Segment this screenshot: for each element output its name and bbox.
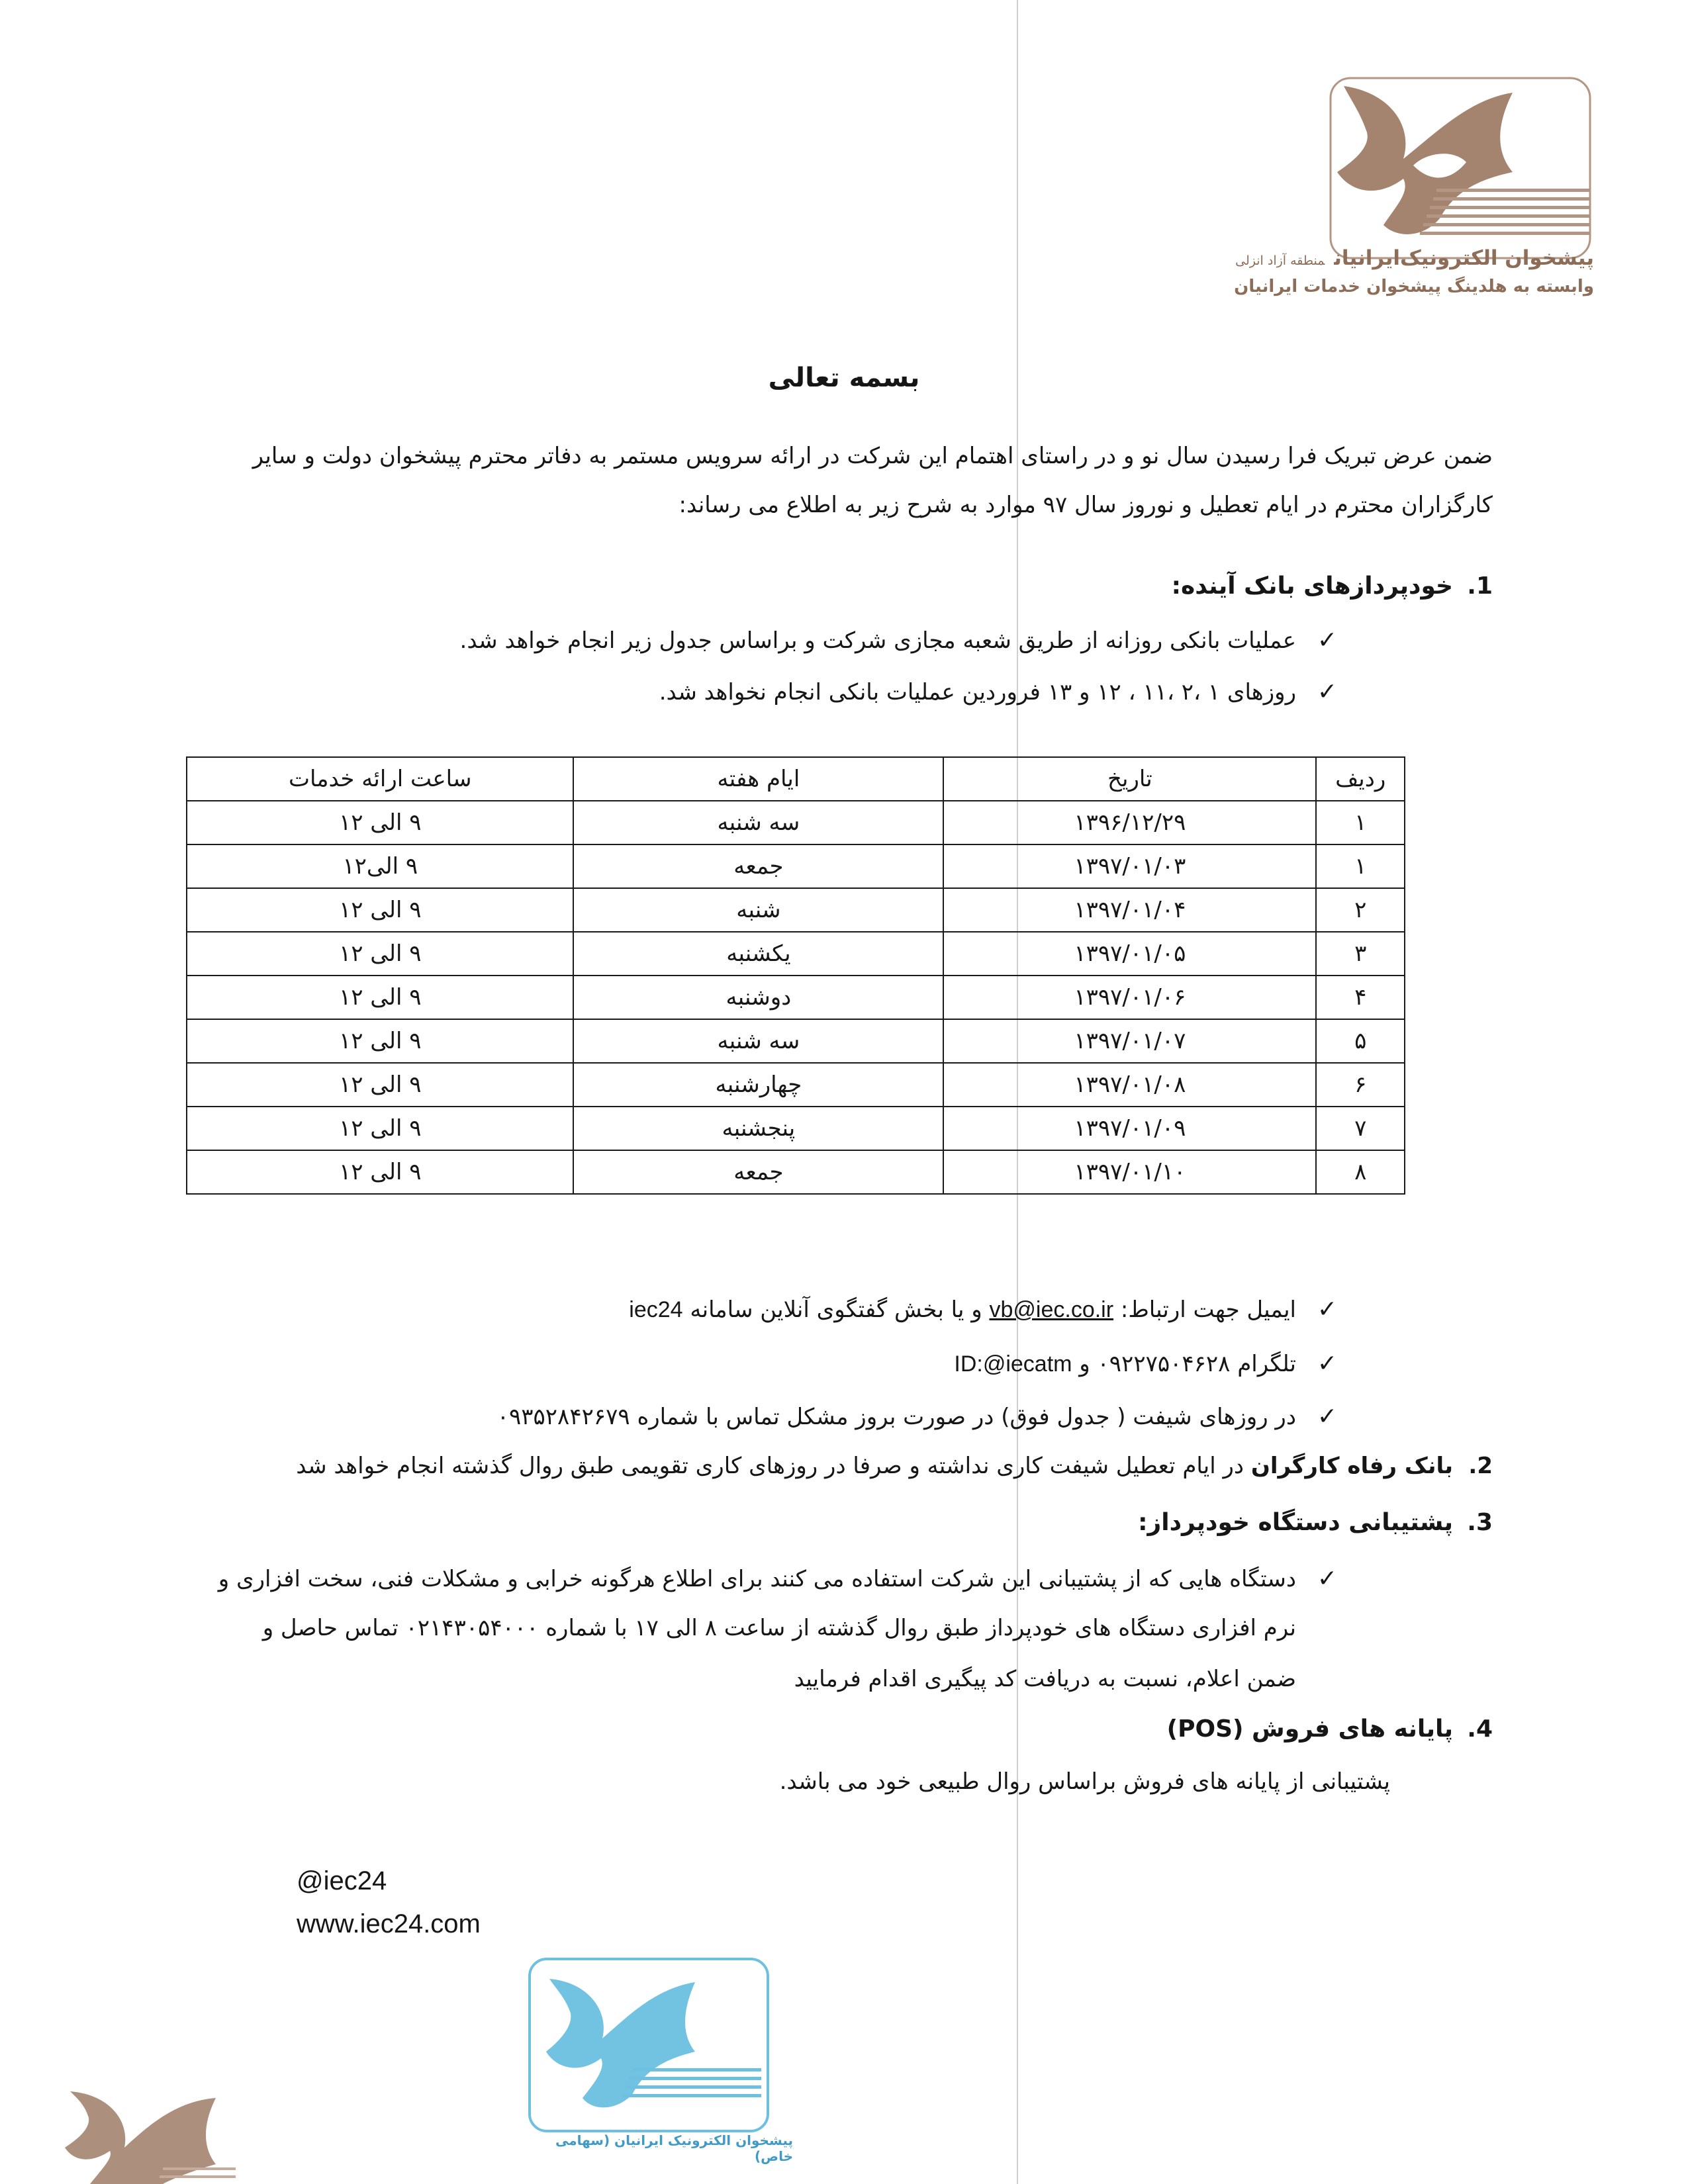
section-3-line-2: نرم افزاری دستگاه های خودپرداز طبق روال گذشته از ساعت ۸ الی ۱۷ با شماره ۰۲۱۴۳۰۵۴۰۰۰ تماس حاصل و [262,1615,1296,1641]
company-logo [1297,73,1595,271]
system-name: iec24 [629,1297,683,1322]
weekday-cell: جمعه [573,844,943,888]
corner-logo-fragment [64,2085,236,2184]
page-title: بسمه تعالی [768,363,920,393]
row-number-cell: ۲ [1316,888,1405,932]
date-cell: ۱۳۹۶/۱۲/۲۹ [943,801,1316,844]
telegram-prefix: تلگرام [1237,1351,1296,1377]
table-row [187,932,1405,976]
telegram-and: و [1079,1351,1090,1377]
row-number-cell: ۱ [1316,801,1405,844]
row-number-cell: ۳ [1316,932,1405,976]
check-icon: ✓ [1317,1350,1337,1377]
company-stamp [516,1952,781,2151]
footer-handle: @iec24 [297,1866,387,1895]
contact-email-line [629,1296,1337,1323]
weekday-cell: چهارشنبه [573,1063,943,1107]
date-cell: ۱۳۹۷/۰۱/۰۳ [943,844,1316,888]
hours-cell: ۹ الی ۱۲ [187,1150,573,1194]
table-row [187,844,1405,888]
table-row [187,1150,1405,1194]
table-row [187,1107,1405,1150]
section-1-number: 1. [1467,572,1493,600]
hours-cell: ۹ الی ۱۲ [187,932,573,976]
section-1-title: خودپردازهای بانک آینده: [1171,572,1453,600]
contact-telegram-line [954,1350,1337,1377]
brand-zone: منطقه آزاد انزلی [1235,253,1325,268]
telegram-id: ID:@iecatm [954,1351,1072,1377]
section-4-number: 4. [1467,1715,1493,1743]
section-3-heading [1138,1509,1493,1536]
section-4-heading [1167,1715,1493,1743]
hours-cell: ۹ الی ۱۲ [187,1019,573,1063]
date-cell: ۱۳۹۷/۰۱/۱۰ [943,1150,1316,1194]
weekday-cell: سه شنبه [573,1019,943,1063]
date-cell: ۱۳۹۷/۰۱/۰۵ [943,932,1316,976]
hours-cell: ۹ الی ۱۲ [187,1063,573,1107]
section-4-text: پشتیبانی از پایانه های فروش براساس روال طبیعی خود می باشد. [779,1768,1390,1795]
date-cell: ۱۳۹۷/۰۱/۰۷ [943,1019,1316,1063]
bullet-text: روزهای ۱ ،۲ ،۱۱ ، ۱۲ و ۱۳ فروردین عملیات بانکی انجام نخواهد شد. [659,679,1296,705]
header-row-number: ردیف [1316,757,1405,801]
row-number-cell: ۸ [1316,1150,1405,1194]
check-icon: ✓ [1317,1403,1337,1430]
section-2-text: در ایام تعطیل شیفت کاری نداشته و صرفا در روزهای کاری تقویمی طبق روال گذشته انجام خواهد شد [296,1453,1244,1479]
footer-website[interactable]: www.iec24.com [297,1909,481,1938]
row-number-cell: ۱ [1316,844,1405,888]
brand-name: پیشخوان الکترونیک‌ایرانیان [1334,246,1594,270]
table-header-row [187,757,1405,801]
date-cell: ۱۳۹۷/۰۱/۰۸ [943,1063,1316,1107]
header-weekday: ایام هفته [573,757,943,801]
row-number-cell: ۴ [1316,976,1405,1019]
telegram-number: ۰۹۲۲۷۵۰۴۶۲۸ [1097,1351,1231,1377]
header-date: تاریخ [943,757,1316,801]
table-row [187,1019,1405,1063]
date-cell: ۱۳۹۷/۰۱/۰۹ [943,1107,1316,1150]
check-icon: ✓ [1317,627,1337,654]
email-prefix: ایمیل جهت ارتباط: [1120,1297,1296,1323]
table-row [187,801,1405,844]
header-service-hours: ساعت ارائه خدمات [187,757,573,801]
section-3-line-3: ضمن اعلام، نسبت به دریافت کد پیگیری اقدام فرمایید [794,1666,1296,1692]
section-1-bullet-1 [460,627,1337,654]
section-1-bullet-2 [659,678,1337,705]
email-link[interactable]: vb@iec.co.ir [989,1297,1114,1322]
email-suffix: و یا بخش گفتگوی آنلاین سامانه [690,1297,982,1323]
table-row [187,976,1405,1019]
hours-cell: ۹ الی۱۲ [187,844,573,888]
section-3-text-1: دستگاه هایی که از پشتیبانی این شرکت استفاده می کنند برای اطلاع هرگونه خرابی و مشکلات فنی، سخت افزاری و [218,1566,1296,1592]
hours-cell: ۹ الی ۱۲ [187,888,573,932]
row-number-cell: ۵ [1316,1019,1405,1063]
contact-shift-line [497,1403,1337,1430]
weekday-cell: دوشنبه [573,976,943,1019]
table-row [187,888,1405,932]
hours-cell: ۹ الی ۱۲ [187,801,573,844]
section-4-title: پایانه های فروش (POS) [1166,1715,1453,1743]
check-icon: ✓ [1317,1296,1337,1323]
shift-text: در روزهای شیفت ( جدول فوق) در صورت بروز مشکل تماس با شماره ۰۹۳۵۲۸۴۲۶۷۹ [496,1404,1296,1430]
weekday-cell: جمعه [573,1150,943,1194]
bullet-text: عملیات بانکی روزانه از طریق شعبه مجازی شرکت و براساس جدول زیر انجام خواهد شد. [459,627,1296,654]
weekday-cell: یکشنبه [573,932,943,976]
check-icon: ✓ [1317,1565,1337,1592]
section-3-number: 3. [1467,1509,1493,1536]
check-icon: ✓ [1317,678,1337,705]
date-cell: ۱۳۹۷/۰۱/۰۴ [943,888,1316,932]
brand-name-line [998,246,1594,270]
weekday-cell: پنجشنبه [573,1107,943,1150]
section-2-line [296,1453,1493,1479]
row-number-cell: ۶ [1316,1063,1405,1107]
section-3-line-1 [218,1565,1337,1592]
hours-cell: ۹ الی ۱۲ [187,1107,573,1150]
section-2-number: 2. [1468,1453,1493,1479]
date-cell: ۱۳۹۷/۰۱/۰۶ [943,976,1316,1019]
weekday-cell: سه شنبه [573,801,943,844]
weekday-cell: شنبه [573,888,943,932]
schedule-table [186,756,1405,1195]
hours-cell: ۹ الی ۱۲ [187,976,573,1019]
section-1-heading [1172,572,1493,600]
table-row [187,1063,1405,1107]
row-number-cell: ۷ [1316,1107,1405,1150]
section-3-title: پشتیبانی دستگاه خودپرداز: [1138,1509,1453,1536]
section-2-bold: بانک رفاه کارگران [1250,1453,1453,1479]
stamp-text: پیشخوان الکترونیک ایرانیان (سهامی خاص) [555,2132,793,2164]
brand-affiliation: وابسته به هلدینگ پیشخوان خدمات ایرانیان [1234,277,1594,296]
intro-paragraph: ضمن عرض تبریک فرا رسیدن سال نو و در راستای اهتمام این شرکت در ارائه سرویس مستمر به دفاتر محترم پیشخوان دولت و سایر کارگزاران محترم در ایام تعطیل و نوروز سال ۹۷ موارد به شرح زیر به اطلاع می رساند: [252,443,1493,518]
